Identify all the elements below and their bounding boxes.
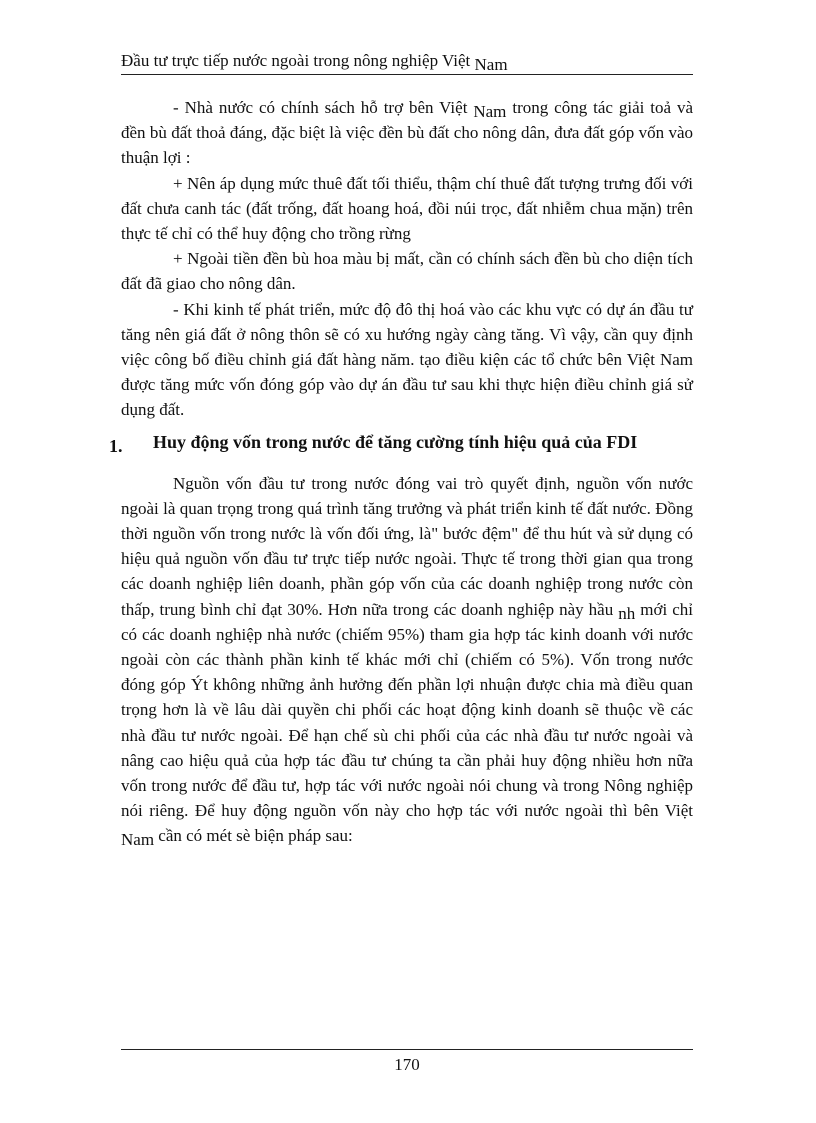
- paragraph-support-policy: [121, 95, 693, 171]
- paragraph-text: mới chỉ có các doanh nghiệp nhà nước (chiếm 95%) tham gia hợp tác kinh doanh với nước ngoài còn các thành phần kinh tế khác mới chỉ (chiếm có 5%). Vốn trong nước đóng góp Ýt không những ảnh hưởng đến phần lợi nhuận được chia mà điều quan trọng hơn là về lâu dài quyền chi phối các hoạt động kinh doanh sẽ thuộc về các nhà đầu tư nước ngoài. Để hạn chế sù chi phối của các nhà đầu tư nước ngoài và nâng cao hiệu quả của hợp tác đầu tư chúng ta cần phải huy động nhiều hơn nữa vốn trong nước để đầu tư, hợp tác với nước ngoài nói chung và trong Nông nghiệp nói riêng. Để huy động nguồn vốn này cho hợp tác với nước ngoài thì bên Việt: [121, 599, 693, 821]
- paragraph-compensation: + Ngoài tiền đền bù hoa màu bị mất, cần có chính sách đền bù cho diện tích đất đã giao cho nông dân.: [121, 249, 693, 294]
- running-header-title-subscript: Nam: [474, 55, 508, 74]
- spacer: [121, 455, 693, 471]
- section-number: 1.: [109, 435, 123, 456]
- footer-rule: [121, 1049, 693, 1050]
- paragraph-land-price: - Khi kinh tế phát triển, mức độ đô thị hoá vào các khu vực có dự án đầu tư tăng nên giá đất ở nông thôn sẽ có xu hướng ngày càng tăng. Vì vậy, cần quy định việc công bố điều chỉnh giá đất hàng năm. tạo điều kiện các tổ chức bên Việt Nam được tăng mức vốn đóng góp vào dự án đầu tư sau khi thực hiện điều chỉnh giá sử dụng đất.: [121, 299, 693, 420]
- paragraph-text: - Nhà nước có chính sách hỗ trợ bên Việt: [173, 98, 468, 117]
- subscript-fragment: Nam: [473, 102, 507, 121]
- subscript-fragment: nh: [618, 603, 636, 623]
- section-heading: [109, 429, 693, 456]
- header-rule: [121, 74, 693, 75]
- section-title: Huy động vốn trong nước để tăng cường tính hiệu quả của FDI: [153, 431, 638, 452]
- running-header-title: Đầu tư trực tiếp nước ngoài trong nông nghiệp Việt: [121, 51, 471, 70]
- paragraph-text: Nguồn vốn đầu tư trong nước đóng vai trò quyết định, nguồn vốn nước ngoài là quan trọng trong quá trình tăng trưởng và phát triển kinh tế đất nước. Đồng thời nguồn vốn trong nước là vốn đối ứng, là" bước đệm" để thu hút và sử dụng có hiệu quả nguồn vốn đầu tư trực tiếp nước ngoài. Thực tế trong thời gian qua trong các doanh nghiệp liên doanh, phần góp vốn của các doanh nghiệp trong nước còn thấp, trung bình chỉ đạt 30%. Hơn nữa trong các doanh nghiệp này hầu: [121, 473, 693, 619]
- paragraph-text: cần có mét sè biện pháp sau:: [158, 826, 353, 846]
- subscript-fragment: Nam: [121, 830, 155, 850]
- page-number: 170: [394, 1055, 420, 1074]
- running-header: [121, 50, 693, 72]
- body-text: [109, 95, 694, 850]
- paragraph-land-rent: + Nên áp dụng mức thuê đất tối thiểu, thậm chí thuê đất tượng trưng đối với đất chưa canh tác (đất trống, đất hoang hoá, đồi núi trọc, đất nhiễm chua mặn) trên thực tế chỉ có thể huy động cho trồng rừng: [121, 173, 693, 244]
- paragraph-domestic-capital: [121, 471, 693, 849]
- paragraph-text: trong công tác giải toả và đền bù đất thoả đáng, đặc biệt là việc đền bù đất cho nông dân, đưa đất góp vốn vào thuận lợi :: [121, 98, 694, 168]
